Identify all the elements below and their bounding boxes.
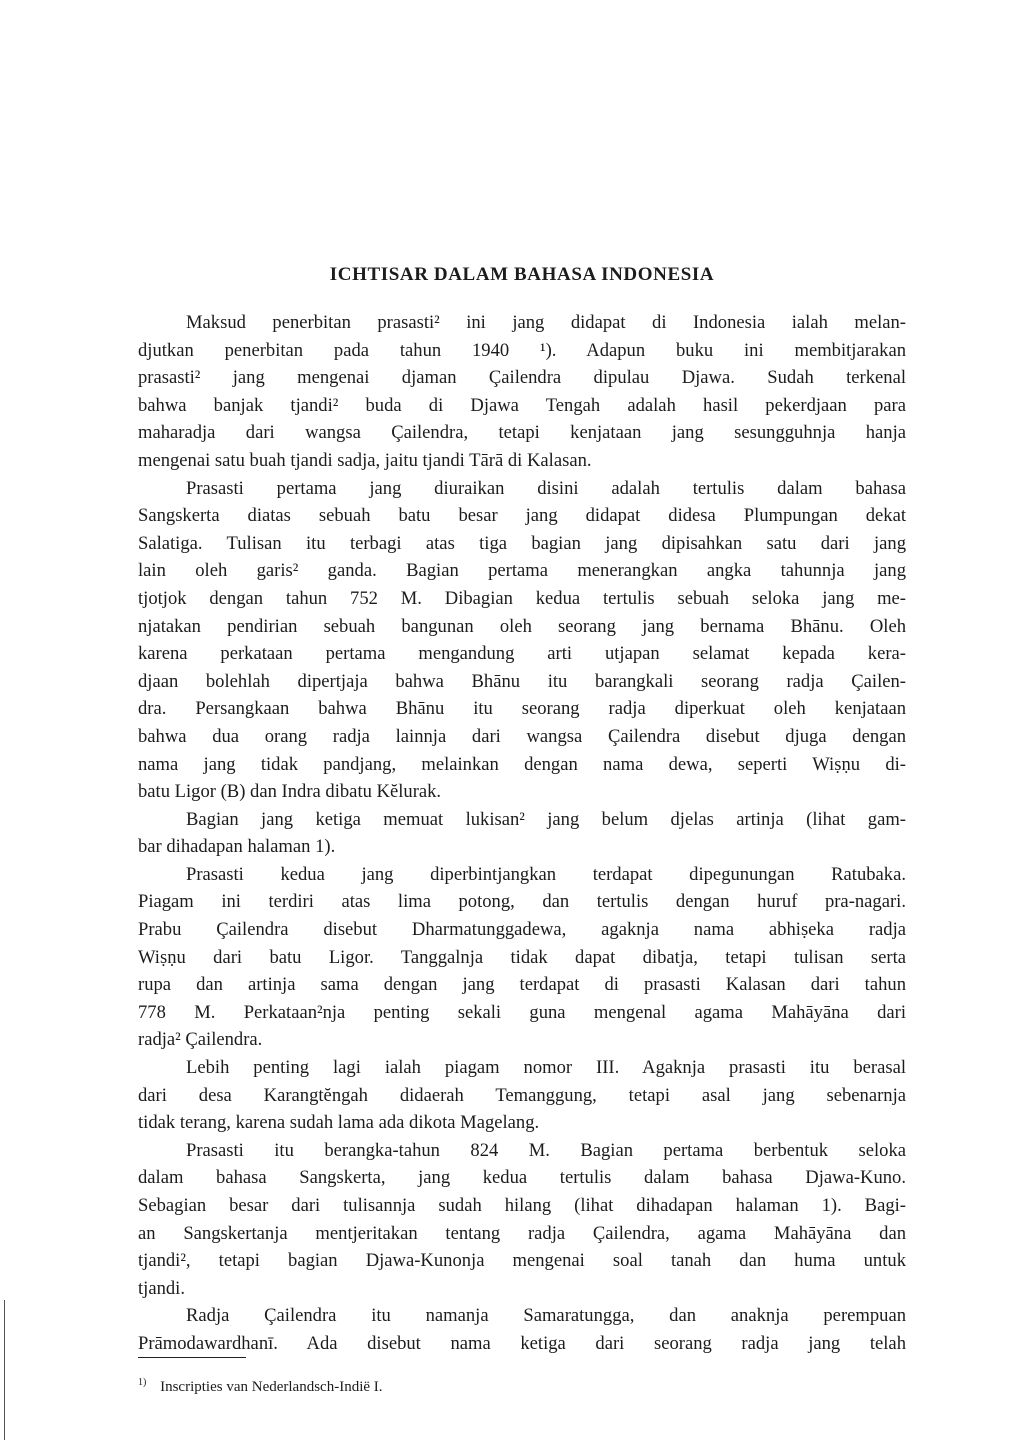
text-line: Salatiga. Tulisan itu terbagi atas tiga bagian jang dipisahkan satu dari jang [138, 532, 906, 554]
text-line: mengenai satu buah tjandi sadja, jaitu tjandi Tārā di Kalasan. [138, 449, 592, 471]
text-line: djutkan penerbitan pada tahun 1940 ¹). Adapun buku ini membitjarakan [138, 339, 906, 361]
text-line: bahwa dua orang radja lainnja dari wangsa Çailendra disebut djuga dengan [138, 725, 906, 747]
text-line: Maksud penerbitan prasasti² ini jang didapat di Indonesia ialah melan- [186, 312, 906, 333]
text-line: Bagian jang ketiga memuat lukisan² jang belum djelas artinja (lihat gam- [186, 808, 906, 830]
text-line: maharadja dari wangsa Çailendra, tetapi kenjataan jang sesungguhnja hanja [138, 422, 906, 444]
text-line: tjandi², tetapi bagian Djawa-Kunonja mengenai soal tanah dan huma untuk [138, 1250, 906, 1272]
footnote [138, 1373, 383, 1397]
text-line: tjandi. [138, 1277, 185, 1299]
text-line: Sebagian besar dari tulisannja sudah hilang (lihat dihadapan halaman 1). Bagi- [138, 1195, 906, 1216]
body-text [138, 309, 906, 1358]
text-line: dari desa Karangtĕngah didaerah Temanggung, tetapi asal jang sebenarnja [138, 1084, 906, 1106]
text-line: lain oleh garis² ganda. Bagian pertama menerangkan angka tahunnja jang [138, 560, 906, 582]
footnote-marker: 1) [138, 1377, 147, 1388]
footnote-text: Inscripties van Nederlandsch-Indië I. [160, 1379, 383, 1395]
text-line: Lebih penting lagi ialah piagam nomor III. Agaknja prasasti itu berasal [186, 1057, 906, 1079]
text-line: dra. Persangkaan bahwa Bhānu itu seorang radja diperkuat oleh kenjataan [138, 698, 906, 720]
text-line: bar dihadapan halaman 1). [138, 836, 336, 858]
text-line: Prasasti kedua jang diperbintjangkan terdapat dipegunungan Ratubaka. [186, 863, 906, 885]
text-line: bahwa banjak tjandi² buda di Djawa Tengah adalah hasil pekerdjaan para [138, 394, 906, 416]
text-line: 778 M. Perkataan²nja penting sekali guna mengenal agama Mahāyāna dari [138, 1001, 906, 1023]
text-line: tidak terang, karena sudah lama ada dikota Magelang. [138, 1112, 540, 1134]
text-line: Sangskerta diatas sebuah batu besar jang didapat didesa Plumpungan dekat [138, 505, 906, 527]
footnote-rule [138, 1357, 246, 1358]
page-title: ICHTISAR DALAM BAHASA INDONESIA [329, 264, 715, 285]
text-line: Prāmodawardhanī. Ada disebut nama ketiga dari seorang radja jang telah [138, 1332, 906, 1354]
text-line: prasasti² jang mengenai djaman Çailendra dipulau Djawa. Sudah terkenal [138, 367, 906, 389]
text-line: Prasasti itu berangka-tahun 824 M. Bagian pertama berbentuk seloka [186, 1139, 906, 1161]
text-line: rupa dan artinja sama dengan jang terdapat di prasasti Kalasan dari tahun [138, 974, 906, 996]
text-line: Radja Çailendra itu namanja Samaratungga, dan anaknja perempuan [186, 1305, 906, 1327]
text-line: Prasasti pertama jang diuraikan disini adalah tertulis dalam bahasa [186, 477, 906, 499]
scan-edge-mark [4, 1300, 5, 1440]
text-line: djaan bolehlah dipertjaja bahwa Bhānu itu barangkali seorang radja Çailen- [138, 670, 906, 692]
text-line: radja² Çailendra. [138, 1029, 263, 1051]
text-line: an Sangskertanja mentjeritakan tentang radja Çailendra, agama Mahāyāna dan [138, 1222, 906, 1244]
text-line: nama jang tidak pandjang, melainkan dengan nama dewa, seperti Wiṣṇu di- [138, 753, 906, 775]
text-line: tjotjok dengan tahun 752 M. Dibagian kedua tertulis sebuah seloka jang me- [138, 587, 906, 609]
text-line: karena perkataan pertama mengandung arti utjapan selamat kepada kera- [138, 643, 906, 665]
text-line: Prabu Çailendra disebut Dharmatunggadewa, agaknja nama abhiṣeka radja [138, 919, 906, 941]
text-line: Piagam ini terdiri atas lima potong, dan tertulis dengan huruf pra-nagari. [138, 891, 906, 913]
text-line: dalam bahasa Sangskerta, jang kedua tertulis dalam bahasa Djawa-Kuno. [138, 1167, 906, 1189]
text-line: Wiṣṇu dari batu Ligor. Tanggalnja tidak dapat dibatja, tetapi tulisan serta [138, 946, 906, 968]
text-line: njatakan pendirian sebuah bangunan oleh seorang jang bernama Bhānu. Oleh [138, 615, 906, 637]
text-line: batu Ligor (B) dan Indra dibatu Kĕlurak. [138, 781, 442, 803]
